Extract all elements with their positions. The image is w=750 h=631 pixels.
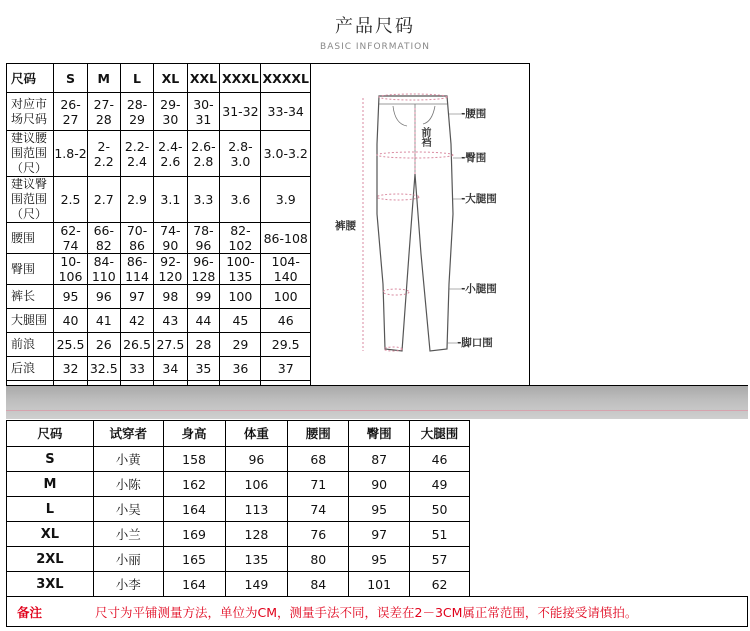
size-table-cell: 29.5 [261, 333, 310, 357]
size-table-cell: 92-120 [154, 254, 187, 285]
size-table-cell: 62-74 [54, 223, 87, 254]
trial-table-cell: 小李 [93, 572, 163, 597]
size-table-cell: 40 [54, 309, 87, 333]
size-table-cell: 3.6 [220, 177, 261, 223]
size-table-cell: 2.2-2.4 [120, 131, 153, 177]
size-table-cell: 10-106 [54, 254, 87, 285]
trial-table-cell: 小吴 [93, 497, 163, 522]
size-table-cell: 25.5 [54, 333, 87, 357]
size-table-cell: 26.5 [120, 333, 153, 357]
hem-label: -脚口围 [456, 337, 493, 349]
size-table-row-label: 臀围 [7, 254, 54, 285]
size-table-cell: 86-108 [261, 223, 310, 254]
note-row [6, 596, 748, 627]
trial-table-cell: 106 [225, 472, 288, 497]
size-table-cell: 2.4-2.6 [154, 131, 187, 177]
size-table-cell: 1.8-2 [54, 131, 87, 177]
trial-table-size-cell: L [7, 497, 94, 522]
trial-table-row [7, 522, 470, 547]
size-table-header-cell: 尺码 [7, 64, 54, 93]
size-table-cell: 44 [187, 309, 220, 333]
trial-table-cell: 小兰 [93, 522, 163, 547]
size-table-cell: 32.5 [87, 357, 120, 381]
trial-table-cell: 71 [288, 472, 349, 497]
size-table-row-label: 腰围 [7, 223, 54, 254]
size-table-cell: 98 [154, 285, 187, 309]
trial-table-size-cell: 3XL [7, 572, 94, 597]
size-table-cell: 100-135 [220, 254, 261, 285]
trial-table-cell: 113 [225, 497, 288, 522]
trial-table-cell: 小丽 [93, 547, 163, 572]
page-title: 产品尺码 [335, 16, 415, 37]
trial-table-header-cell: 体重 [225, 421, 288, 447]
size-table-cell: 30-31 [187, 93, 220, 131]
size-table-cell: 37 [261, 357, 310, 381]
size-table-row-label: 建议腰围范围（尺） [7, 131, 54, 177]
size-table-header-cell: XXXXL [261, 64, 310, 93]
size-table-cell: 70-86 [120, 223, 153, 254]
hip-label: -臀围 [460, 152, 487, 164]
trial-table-size-cell: M [7, 472, 94, 497]
size-table-cell: 36 [220, 357, 261, 381]
trial-table-header-row [7, 421, 470, 447]
calf-label: -小腿围 [460, 283, 497, 295]
trial-table-cell: 95 [349, 497, 410, 522]
trial-table-cell: 169 [163, 522, 225, 547]
trial-table-row [7, 547, 470, 572]
size-table-row-label: 建议臀围范围（尺） [7, 177, 54, 223]
size-table-cell: 104-140 [261, 254, 310, 285]
size-table-row-label: 裤长 [7, 285, 54, 309]
size-table-cell: 26 [87, 333, 120, 357]
size-table-header-cell: S [54, 64, 87, 93]
size-table-cell: 45 [220, 309, 261, 333]
trial-table-cell: 74 [288, 497, 349, 522]
pants-diagram-cell [310, 64, 529, 405]
size-table-cell: 31-32 [220, 93, 261, 131]
size-table-cell: 42 [120, 309, 153, 333]
size-table-header-cell: XL [154, 64, 187, 93]
trial-fit-table [6, 420, 470, 597]
size-table-cell: 27.5 [154, 333, 187, 357]
size-table-header-cell: XXXL [220, 64, 261, 93]
size-table-cell: 2-2.2 [87, 131, 120, 177]
page-header [0, 12, 750, 52]
size-table-cell: 100 [220, 285, 261, 309]
size-table-cell: 96-128 [187, 254, 220, 285]
size-table-cell: 2.9 [120, 177, 153, 223]
trial-table-cell: 128 [225, 522, 288, 547]
trial-table-cell: 96 [225, 447, 288, 472]
size-table-row-label: 对应市场尺码 [7, 93, 54, 131]
size-table-cell: 29-30 [154, 93, 187, 131]
trial-table-header-cell: 身高 [163, 421, 225, 447]
trial-table-cell: 95 [349, 547, 410, 572]
size-table-cell: 27-28 [87, 93, 120, 131]
size-table-cell: 2.5 [54, 177, 87, 223]
size-table-cell: 41 [87, 309, 120, 333]
trial-table-cell: 87 [349, 447, 410, 472]
trial-table-cell: 84 [288, 572, 349, 597]
divider-band [6, 385, 748, 419]
size-table-cell: 33 [120, 357, 153, 381]
trial-table-cell: 46 [410, 447, 470, 472]
size-table-cell: 3.0-3.2 [261, 131, 310, 177]
size-table-cell: 66-82 [87, 223, 120, 254]
size-table-cell: 3.9 [261, 177, 310, 223]
front-rise-label: 前裆 [418, 127, 430, 147]
size-table [6, 63, 530, 405]
trial-table-row [7, 497, 470, 522]
size-table-cell: 84-110 [87, 254, 120, 285]
size-table-cell: 97 [120, 285, 153, 309]
trial-table-cell: 97 [349, 522, 410, 547]
trial-table-header-cell: 大腿围 [410, 421, 470, 447]
trial-table-row [7, 447, 470, 472]
size-table-header-cell: XXL [187, 64, 220, 93]
size-table-cell: 3.1 [154, 177, 187, 223]
trial-table-cell: 小黄 [93, 447, 163, 472]
size-table-cell: 82-102 [220, 223, 261, 254]
size-table-cell: 2.7 [87, 177, 120, 223]
inseam-label: 裤腰 [334, 220, 356, 232]
size-table-cell: 74-90 [154, 223, 187, 254]
trial-table-cell: 162 [163, 472, 225, 497]
trial-table-cell: 164 [163, 572, 225, 597]
size-table-cell: 28-29 [120, 93, 153, 131]
size-table-cell: 78-96 [187, 223, 220, 254]
trial-table-cell: 50 [410, 497, 470, 522]
size-table-row-label: 前浪 [7, 333, 54, 357]
size-table-header-row [7, 64, 530, 93]
trial-table-size-cell: 2XL [7, 547, 94, 572]
size-table-cell: 96 [87, 285, 120, 309]
size-table-cell: 2.6-2.8 [187, 131, 220, 177]
size-table-cell: 26-27 [54, 93, 87, 131]
trial-table-size-cell: S [7, 447, 94, 472]
size-table-cell: 86-114 [120, 254, 153, 285]
size-table-row-label: 后浪 [7, 357, 54, 381]
trial-table-header-cell: 试穿者 [93, 421, 163, 447]
trial-table-cell: 68 [288, 447, 349, 472]
trial-table-cell: 62 [410, 572, 470, 597]
trial-table-cell: 164 [163, 497, 225, 522]
size-table-row-label: 大腿围 [7, 309, 54, 333]
trial-table-cell: 149 [225, 572, 288, 597]
trial-table-cell: 49 [410, 472, 470, 497]
size-table-cell: 33-34 [261, 93, 310, 131]
size-table-cell: 3.3 [187, 177, 220, 223]
waist-label: -腰围 [460, 108, 487, 120]
size-table-cell: 99 [187, 285, 220, 309]
size-table-cell: 2.8-3.0 [220, 131, 261, 177]
size-table-cell: 29 [220, 333, 261, 357]
trial-table-cell: 51 [410, 522, 470, 547]
size-table-cell: 43 [154, 309, 187, 333]
thigh-label: -大腿围 [460, 193, 497, 205]
size-table-cell: 100 [261, 285, 310, 309]
trial-table-cell: 90 [349, 472, 410, 497]
trial-table-cell: 小陈 [93, 472, 163, 497]
trial-table-header-cell: 臀围 [349, 421, 410, 447]
size-table-cell: 34 [154, 357, 187, 381]
trial-table-cell: 80 [288, 547, 349, 572]
size-table-cell: 32 [54, 357, 87, 381]
trial-table-row [7, 572, 470, 597]
note-label: 备注 [17, 604, 43, 620]
trial-table-cell: 158 [163, 447, 225, 472]
size-table-cell: 46 [261, 309, 310, 333]
trial-table-header-cell: 尺码 [7, 421, 94, 447]
pants-diagram [311, 64, 530, 384]
trial-table-cell: 135 [225, 547, 288, 572]
page-subtitle: BASIC INFORMATION [320, 42, 430, 52]
trial-table-cell: 101 [349, 572, 410, 597]
size-table-cell: 28 [187, 333, 220, 357]
trial-table-row [7, 472, 470, 497]
trial-table-cell: 57 [410, 547, 470, 572]
trial-table-cell: 165 [163, 547, 225, 572]
size-table-header-cell: L [120, 64, 153, 93]
size-table-header-cell: M [87, 64, 120, 93]
size-table-cell: 35 [187, 357, 220, 381]
trial-table-cell: 76 [288, 522, 349, 547]
trial-table-size-cell: XL [7, 522, 94, 547]
size-table-cell: 95 [54, 285, 87, 309]
trial-table-header-cell: 腰围 [288, 421, 349, 447]
note-text: 尺寸为平铺测量方法，单位为CM，测量手法不同，误差在2－3CM属正常范围，不能接受请慎拍。 [95, 604, 638, 620]
